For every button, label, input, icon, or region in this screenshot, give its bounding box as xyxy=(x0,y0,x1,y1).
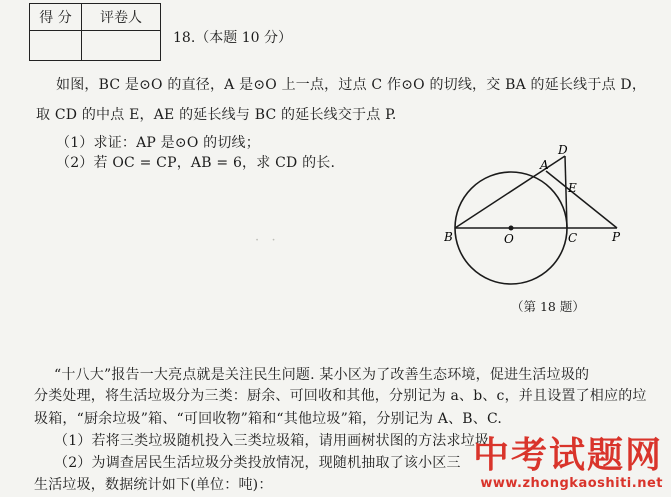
next-question-part-1: （1）若将三类垃圾随机投入三类垃圾箱，请用画树状图的方法求垃圾 xyxy=(54,433,490,449)
question-part-2: （2）若 OC = CP，AB = 6，求 CD 的长. xyxy=(56,155,336,171)
figure-caption: （第 18 题） xyxy=(511,299,585,314)
bleed-through-text: · · xyxy=(255,233,276,248)
question-text-line-1: 如图，BC 是⊙O 的直径，A 是⊙O 上一点，过点 C 作⊙O 的切线，交 BA 的延长线于点 D， xyxy=(56,77,647,93)
label-e: E xyxy=(568,181,577,195)
score-label: 得 分 xyxy=(30,4,82,31)
next-question-part-2: （2）为调查居民生活垃圾分类投放情况，现随机抽取了该小区三 xyxy=(54,455,461,471)
next-question-line-3: 圾箱，“厨余垃圾”箱、“可回收物”箱和“其他垃圾”箱，分别记为 A、B、C. xyxy=(34,411,503,427)
question-header: 18.（本题 10 分） xyxy=(173,30,292,46)
label-p: P xyxy=(612,230,621,244)
question-part-1: （1）求证：AP 是⊙O 的切线； xyxy=(56,135,260,151)
label-a: A xyxy=(540,158,549,172)
label-d: D xyxy=(558,143,568,157)
watermark-url: www.zhongkaoshiti.net xyxy=(480,476,663,491)
grader-cell xyxy=(82,31,160,60)
grader-label: 评卷人 xyxy=(82,4,160,31)
label-c: C xyxy=(568,231,578,245)
center-o-dot xyxy=(509,226,514,231)
next-question-line-2: 分类处理，将生活垃圾分为三类：厨余、可回收和其他，分别记为 a、b、c，并且设置了相应的垃 xyxy=(34,388,647,404)
label-o: O xyxy=(504,232,514,246)
site-watermark xyxy=(473,436,663,491)
line-ap xyxy=(546,171,617,228)
next-question-line-last: 生活垃圾，数据统计如下(单位：吨)： xyxy=(34,477,273,493)
question-text-line-2: 取 CD 的中点 E，AE 的延长线与 BC 的延长线交于点 P. xyxy=(36,107,397,123)
watermark-title: 中考试题网 xyxy=(472,435,663,476)
geometry-figure xyxy=(444,140,634,320)
next-question-line-1: “十八大”报告一大亮点就是关注民生问题. 某小区为了改善生态环境，促进生活垃圾的 xyxy=(54,367,590,383)
score-cell xyxy=(30,31,82,60)
label-b: B xyxy=(444,230,453,244)
score-table xyxy=(29,3,161,61)
